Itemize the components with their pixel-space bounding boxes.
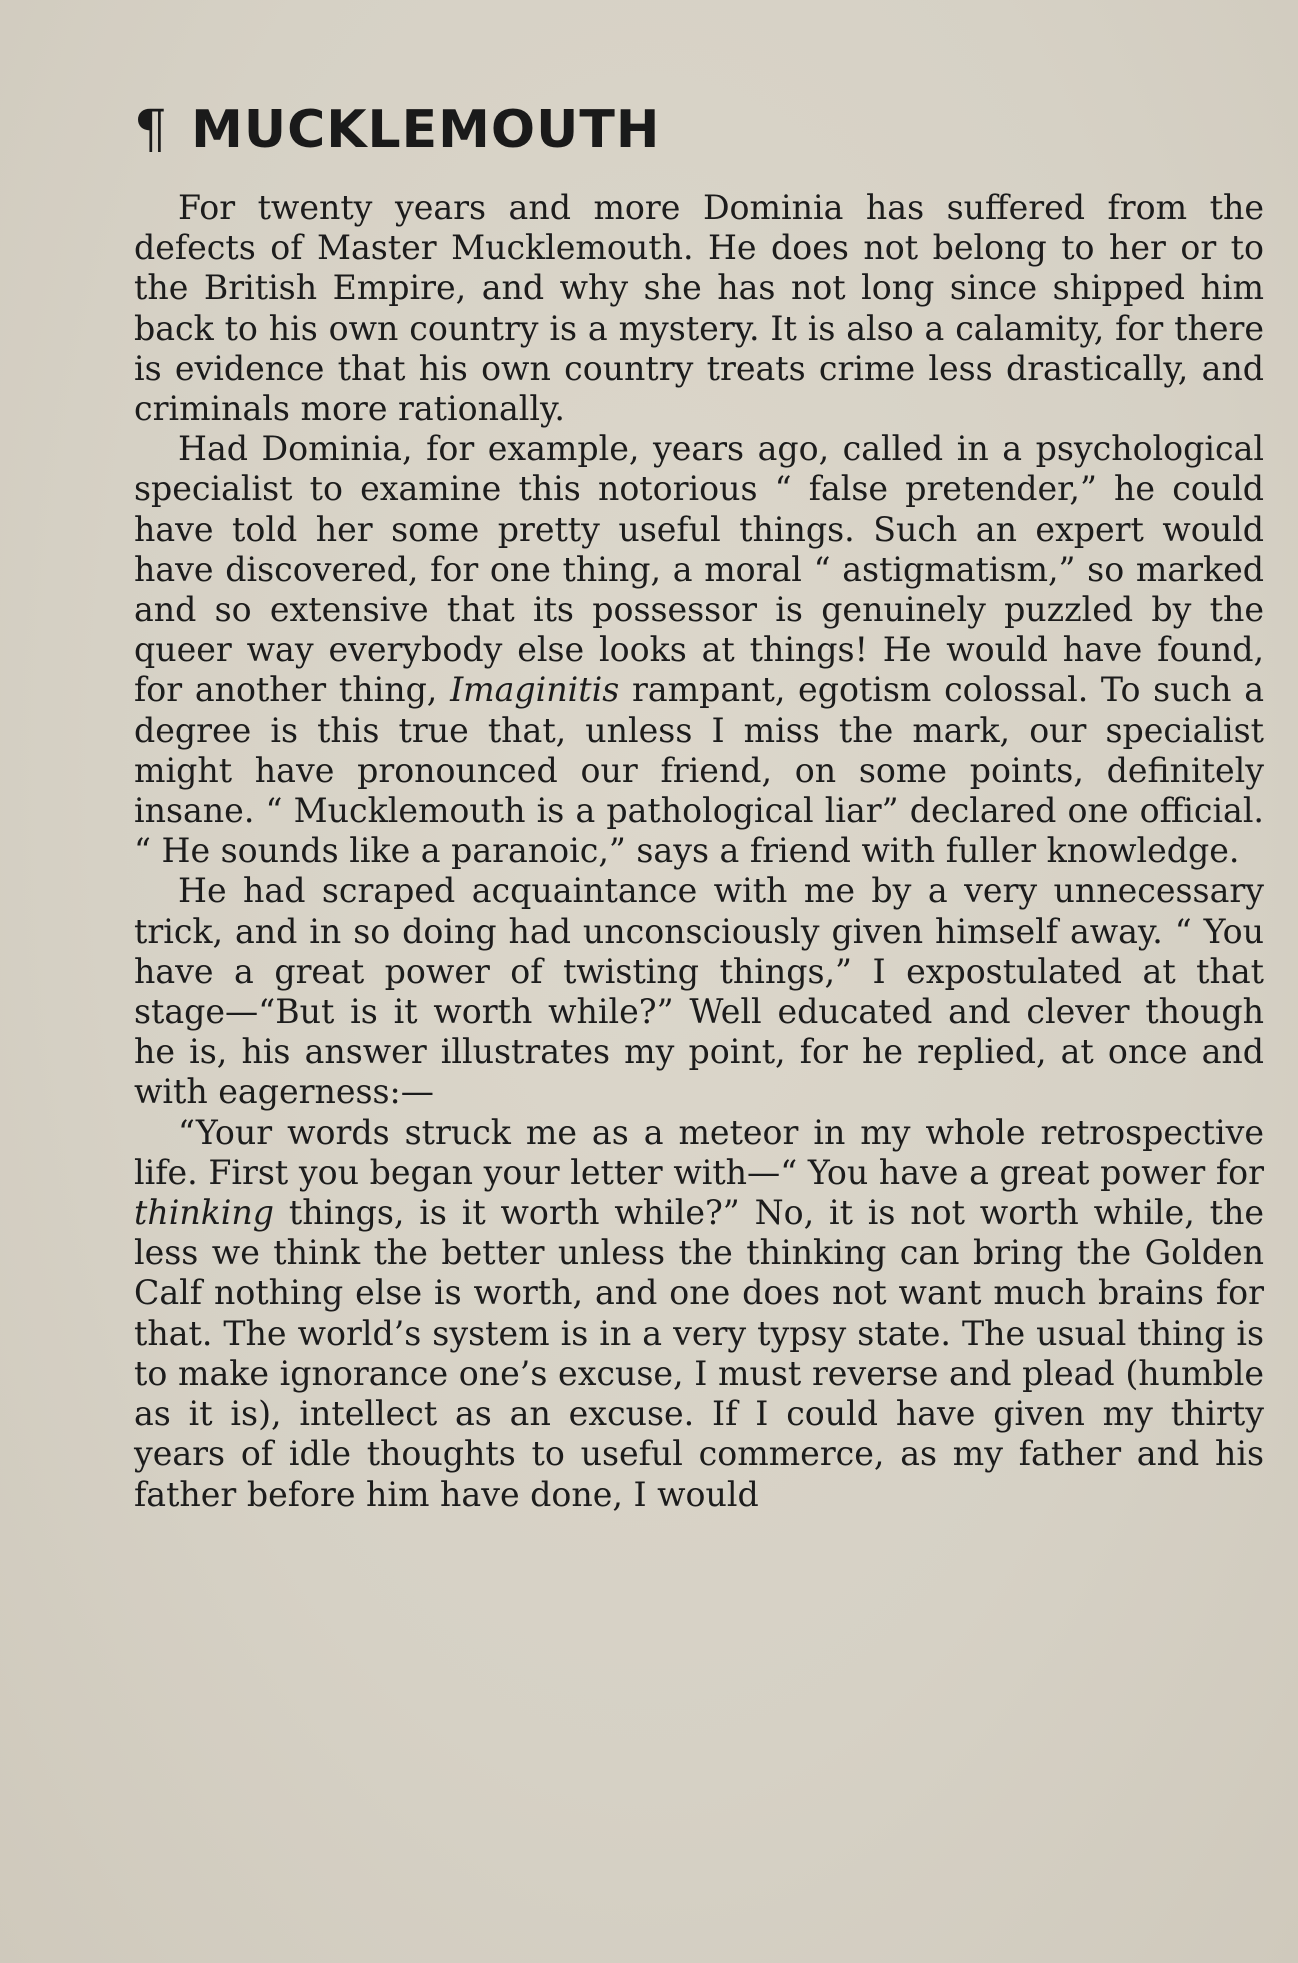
- paragraph-text: “Your words struck me as a meteor in my whole retrospective life. First you began your letter with—“ You have a great power for: [134, 1112, 1264, 1192]
- pilcrow-icon: ¶: [134, 100, 168, 160]
- paragraph-text: For twenty years and more Dominia has suffered from the defects of Master Mucklemouth. He does not belong to her or to the British Empire, and why she has not long since shipped him back to his own country is a mystery. It is also a calamity, for there is evidence that his own country treats crime less drastically, and criminals more rationally.: [134, 188, 1264, 429]
- paragraph-text: things, is it worth while?” No, it is not worth while, the less we think the better unless the thinking can bring the Golden Calf nothing else is worth, and one does not want much brains for that. The world’s system is in a very typsy state. The usual thing is to make ignorance one’s excuse, I must reverse and plead (humble as it is), intellect as an excuse. If I could have given my thirty years of idle thoughts to useful commerce, as my father and his father before him have done, I would: [134, 1193, 1264, 1514]
- paragraph: [134, 871, 1264, 1112]
- paragraph: [134, 429, 1264, 871]
- paragraph: [134, 188, 1264, 429]
- section-heading: [134, 100, 660, 160]
- body-text: [134, 188, 1264, 1515]
- paragraph-text: He had scraped acquaintance with me by a very unnecessary trick, and in so doing had unconsciously given himself away. “ You have a great power of twisting things,” I expostulated at that stage—“But is it worth while?” Well educated and clever though he is, his answer illustrates my point, for he replied, at once and with eagerness:—: [134, 871, 1264, 1112]
- italic-term: Imaginitis: [450, 670, 620, 710]
- paragraph-text: rampant, egotism colossal. To such a degree is this true that, unless I miss the mark, our specialist might have pronounced our friend, on some points, definitely insane. “ Mucklemouth is a pathological liar” declared one official. “ He sounds like a paranoic,” says a friend with fuller knowledge.: [134, 670, 1264, 871]
- italic-term: thinking: [134, 1193, 275, 1233]
- section-title: MUCKLEMOUTH: [191, 100, 661, 160]
- paragraph: [134, 1113, 1264, 1515]
- paragraph-text: Had Dominia, for example, years ago, called in a psychological specialist to examine this notorious “ false pretender,” he could have told her some pretty useful things. Such an expert would have discovered, for one thing, a moral “ astigmatism,” so marked and so extensive that its possessor is genuinely puzzled by the queer way everybody else looks at things! He would have found, for another thing,: [134, 429, 1264, 710]
